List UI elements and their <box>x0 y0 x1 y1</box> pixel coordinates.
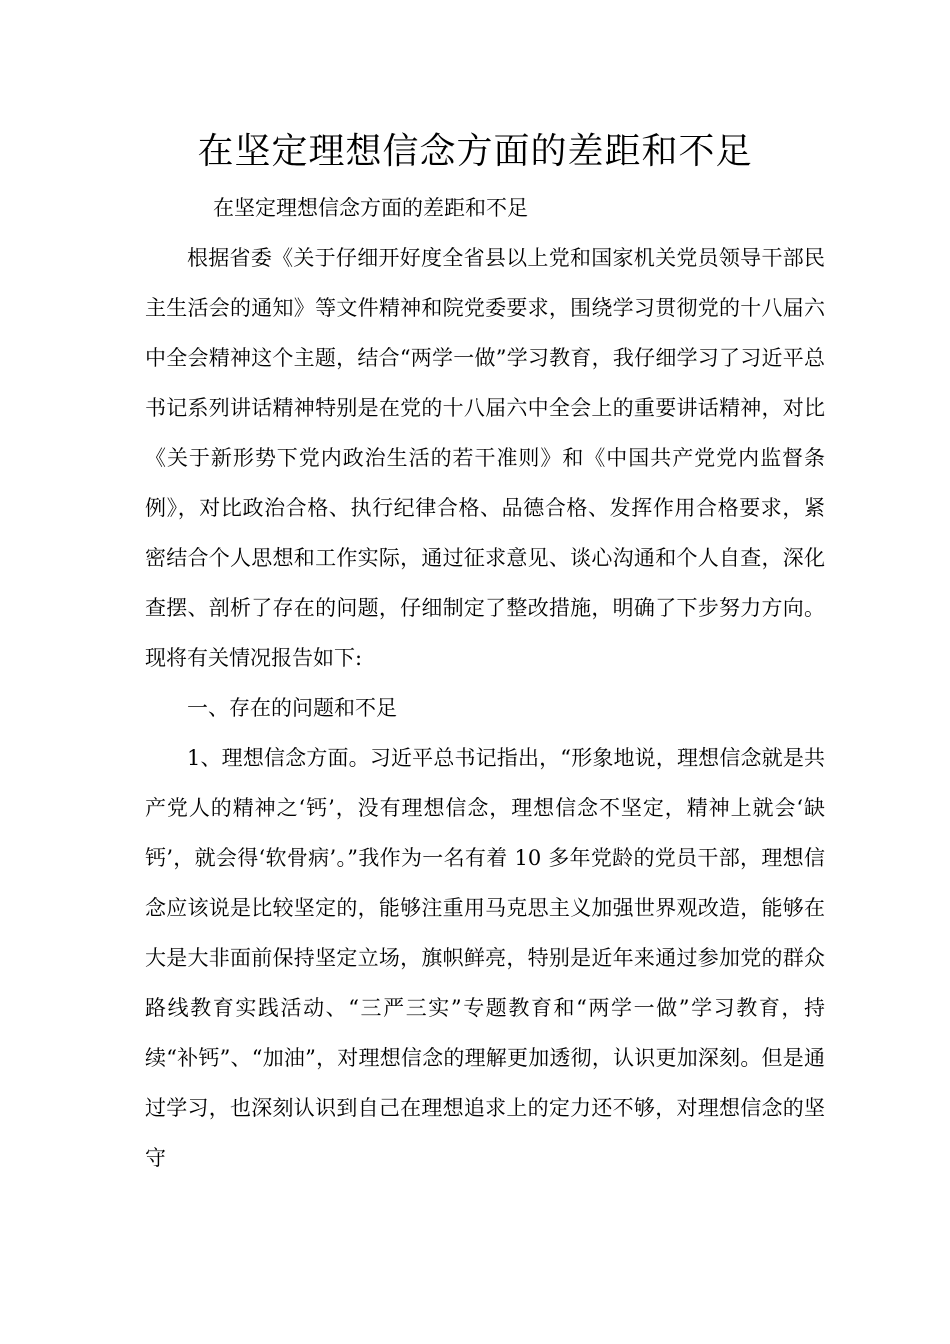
paragraph-intro: 根据省委《关于仔细开好度全省县以上党和国家机关党员领导干部民主生活会的通知》等文件精神和院党委要求，围绕学习贯彻党的十八届六中全会精神这个主题，结合“两学一做”学习教育，我仔细学习了习近平总书记系列讲话精神特别是在党的十八届六中全会上的重要讲话精神，对比《关于新形势下党内政治生活的若干准则》和《中国共产党党内监督条例》，对比政治合格、执行纪律合格、品德合格、发挥作用合格要求，紧密结合个人思想和工作实际，通过征求意见、谈心沟通和个人自查，深化查摆、剖析了存在的问题，仔细制定了整改措施，明确了下步努力方向。现将有关情况报告如下: <box>145 246 825 670</box>
section-heading: 一、存在的问题和不足 <box>187 696 397 720</box>
document-subtitle: 在坚定理想信念方面的差距和不足 <box>213 196 528 220</box>
document-body <box>145 183 825 1183</box>
paragraph-ideals: 1、理想信念方面。习近平总书记指出，“形象地说，理想信念就是共产党人的精神之‘钙’，没有理想信念，理想信念不坚定，精神上就会‘缺钙’，就会得‘软骨病’。”我作为一名有着 10 多年党龄的党员干部，理想信念应该说是比较坚定的，能够注重用马克思主义加强世界观改造，能够在大是大非面前保持坚定立场，旗帜鲜亮，特别是近年来通过参加党的群众路线教育实践活动、“三严三实”专题教育和“两学一做”学习教育，持续“补钙”、“加油”，对理想信念的理解更加透彻，认识更加深刻。但是通过学习，也深刻认识到自己在理想追求上的定力还不够，对理想信念的坚守 <box>145 746 825 1170</box>
document-title: 在坚定理想信念方面的差距和不足 <box>197 131 753 172</box>
